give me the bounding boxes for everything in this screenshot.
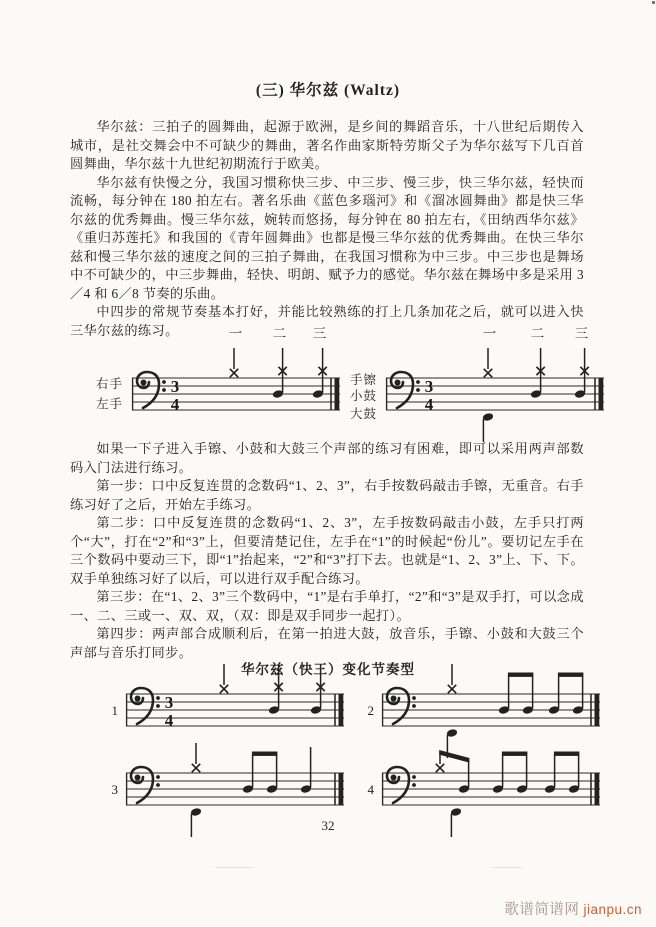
- paragraph-waltz-tempo: 华尔兹有快慢之分，我国习惯称快三步、中三步、慢三步，快三华尔兹，轻快而流畅，每分钟在 180 拍左右。著名乐曲《蓝色多瑙河》和《溜冰圆舞曲》都是快三华尔兹的优秀舞曲。慢三华尔兹，婉转而悠扬，每分钟在 80 拍左右，《田纳西华尔兹》《重归苏莲托》和我国的《青年圆舞曲》也都是慢三华尔兹的优秀舞曲。在快三华尔兹和慢三华尔兹的速度之间的三拍子舞曲，在我国习惯称为中三步。中三步也是舞场中不可缺少的，中三步舞曲，轻快、明朗、赋予力的感觉。华尔兹在舞场中多是采用 3／4 和 6／8 节奏的乐曲。: [70, 174, 584, 301]
- svg-text:二: 二: [272, 326, 288, 341]
- bass-clef-icon: [131, 688, 160, 724]
- svg-text:三: 三: [574, 326, 590, 341]
- pattern-1-number: 1: [111, 703, 118, 718]
- scan-artifact: [652, 1, 655, 4]
- voice-label: 大鼓: [350, 407, 378, 421]
- intro-text-block: [0, 118, 656, 340]
- page-number: 32: [321, 818, 335, 833]
- scan-artifact: [215, 867, 253, 868]
- svg-text:4: 4: [164, 711, 174, 730]
- watermark: [504, 898, 642, 919]
- steps-text-block: [0, 440, 656, 662]
- paragraph-step-3: 第三步：在“1、2、3”三个数码中，“1”是右手单打，“2”和“3”是双手打，可以念成一、二、三或一、双、双，（双：即是双手同步一起打）。: [70, 589, 584, 623]
- voice-label: 左手: [96, 397, 124, 411]
- paragraph-practice-intro: 中四步的常规节奏基本打好，并能比较熟练的打上几条加花之后，就可以进入快三华尔兹的练习。: [70, 304, 584, 338]
- svg-text:三: 三: [312, 326, 328, 341]
- scan-artifact: [492, 867, 522, 868]
- example-hands-stave-svg: [130, 324, 342, 444]
- voice-label: 手镲: [350, 373, 378, 387]
- paragraph-step-1: 第一步：口中反复连贯的念数码“1、2、3”，右手按数码敲击手镲，无重音。右手练习好了之后，开始左手练习。: [70, 478, 584, 512]
- paragraph-waltz-intro: 华尔兹：三拍子的圆舞曲，起源于欧洲，是乡间的舞蹈音乐，十八世纪后期传入城市，是社交舞会中不可缺少的舞曲，著名作曲家斯特劳斯父子为华尔兹写下几百首圆舞曲，华尔兹十九世纪初期流行于欧美。: [70, 119, 584, 171]
- paragraph-step-4: 第四步：两声部合成顺利后，在第一拍进大鼓，放音乐，手镲、小鼓和大鼓三个声部与音乐打同步。: [70, 626, 584, 660]
- example-drums-voice-labels: [350, 324, 384, 444]
- bass-clef-icon: [387, 767, 416, 803]
- svg-text:3: 3: [164, 693, 174, 712]
- svg-text:二: 二: [530, 326, 546, 341]
- notation-example-row: [0, 324, 656, 444]
- svg-text:一: 一: [228, 326, 244, 341]
- voice-label: 右手: [96, 377, 124, 391]
- svg-text:4: 4: [424, 395, 434, 414]
- pattern-2-number: 2: [367, 703, 374, 718]
- bass-clef-icon: [387, 688, 416, 724]
- pattern-4-number: 4: [367, 782, 374, 797]
- staff-drums-example: [350, 324, 606, 444]
- pattern-3-number: 3: [111, 782, 118, 797]
- watermark-site-url: jianpu.cn: [583, 902, 642, 917]
- paragraph-step-2: 第二步：口中反复连贯的念数码“1、2、3”，左手按数码敲击小鼓，左手只打两个“大”，打在“2”和“3”上，但要清楚记住，左手在“1”的时候起“份儿”。要切记左手在三个数码中要动三下，即“1”抬起来，“2”和“3”打下去。也就是“1、2、3”上、下、下。双手单独练习好了以后，可以进行双手配合练习。: [70, 515, 584, 586]
- section-subtitle: 华尔兹（快三）变化节奏型: [241, 662, 415, 677]
- svg-text:3: 3: [170, 377, 180, 396]
- example-drums-stave-svg: [384, 324, 606, 444]
- svg-text:一: 一: [482, 326, 498, 341]
- svg-text:4: 4: [170, 395, 180, 414]
- page-title: (三) 华尔兹 (Waltz): [255, 82, 401, 99]
- svg-text:3: 3: [424, 377, 434, 396]
- example-hands-voice-labels: [96, 324, 130, 444]
- bass-clef-icon: [137, 372, 166, 408]
- watermark-site-name: 歌谱简谱网: [504, 902, 580, 918]
- voice-label: 小鼓: [350, 389, 378, 403]
- paragraph-two-part-method: 如果一下子进入手镲、小鼓和大鼓三个声部的练习有困难，即可以采用两声部数码入门法进行练习。: [70, 441, 584, 475]
- staff-hands-example: [96, 324, 342, 444]
- bass-clef-icon: [131, 767, 160, 803]
- bass-clef-icon: [391, 372, 420, 408]
